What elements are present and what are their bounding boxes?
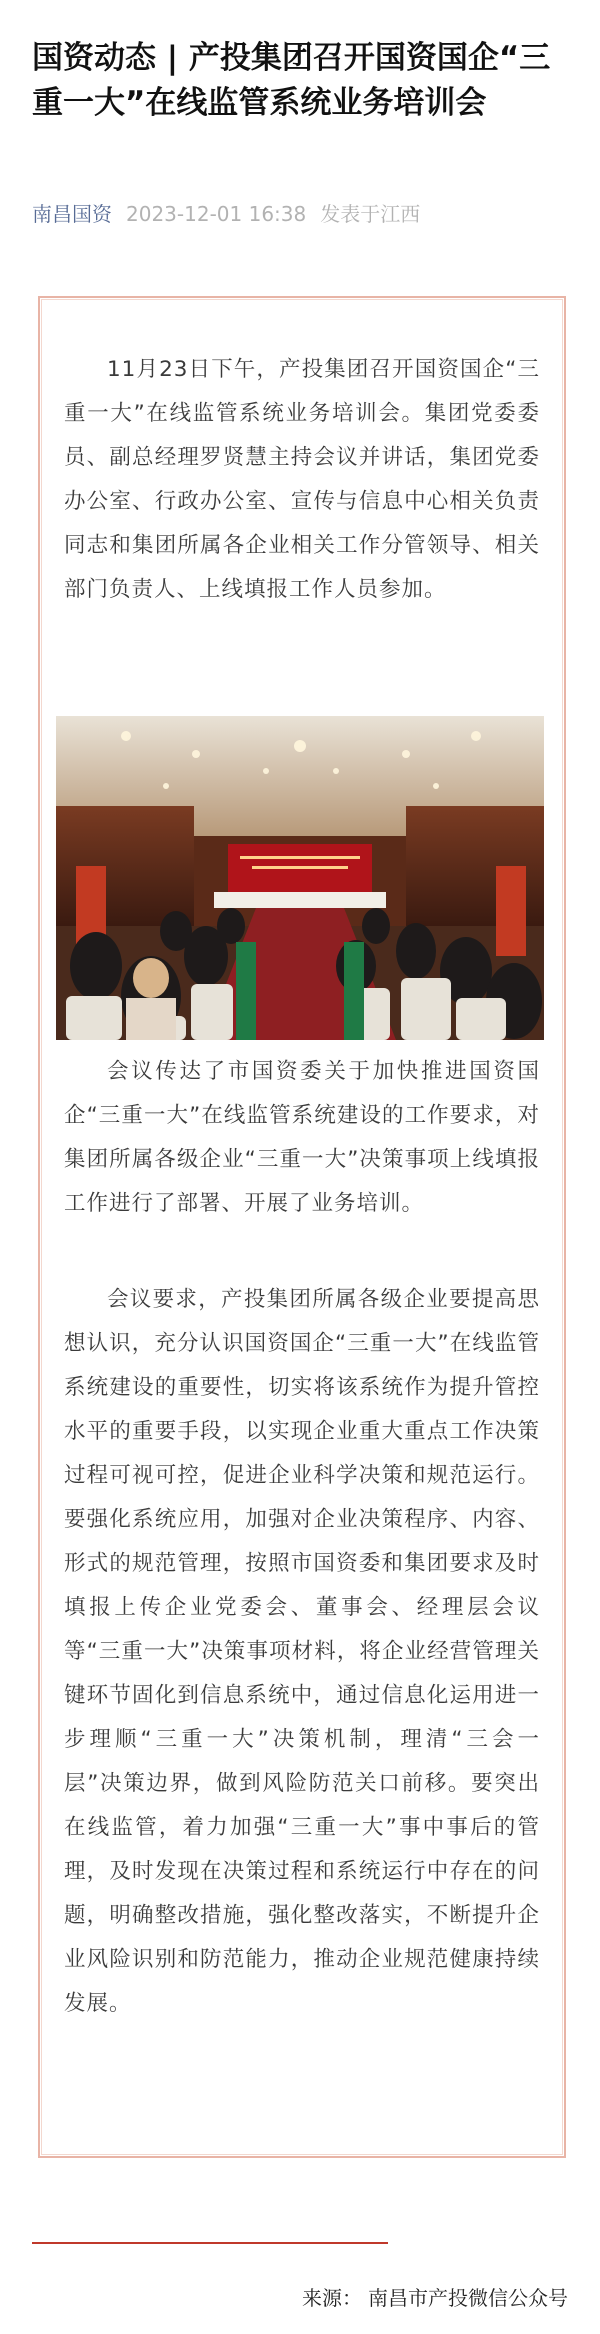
meeting-photo-illustration bbox=[56, 716, 544, 1040]
paragraph-3: 会议要求，产投集团所属各级企业要提高思想认识，充分认识国资国企“三重一大”在线监管系统建设的重要性，切实将该系统作为提升管控水平的重要手段，以实现企业重大重点工作决策过程可视可控，促进企业科学决策和规范运行。要强化系统应用，加强对企业决策程序、内容、形式的规范管理，按照市国资委和集团要求及时填报上传企业党委会、董事会、经理层会议等“三重一大”决策事项材料，将企业经营管理关键环节固化到信息系统中，通过信息化运用进一步理顺“三重一大”决策机制，理清“三会一层”决策边界，做到风险防范关口前移。要突出在线监管，着力加强“三重一大”事中事后的管理，及时发现在决策过程和系统运行中存在的问题，明确整改措施，强化整改落实，不断提升企业风险识别和防范能力，推动企业规范健康持续发展。 bbox=[64, 1287, 540, 2016]
paragraph-1: 11月23日下午，产投集团召开国资国企“三重一大”在线监管系统业务培训会。集团党委委员、副总经理罗贤慧主持会议并讲话，集团党委办公室、行政办公室、宣传与信息中心相关负责同志和集团所属各企业相关工作分管领导、相关部门负责人、上线填报工作人员参加。 bbox=[64, 357, 540, 602]
meeting-photo[interactable] bbox=[56, 716, 544, 1040]
publish-location: 发表于江西 bbox=[320, 202, 421, 226]
footer-divider bbox=[32, 2242, 388, 2244]
article-meta bbox=[32, 200, 420, 228]
account-name-link[interactable]: 南昌国资 bbox=[32, 202, 112, 226]
source-label: 来源： bbox=[302, 2286, 362, 2310]
paragraph-2: 会议传达了市国资委关于加快推进国资国企“三重一大”在线监管系统建设的工作要求，对集团所属各级企业“三重一大”决策事项上线填报工作进行了部署、开展了业务培训。 bbox=[64, 1059, 540, 1216]
publish-time: 2023-12-01 16:38 bbox=[126, 202, 307, 226]
source-name: 南昌市产投微信公众号 bbox=[368, 2286, 568, 2310]
source-attribution bbox=[302, 2284, 568, 2312]
article-title: 国资动态 | 产投集团召开国资国企“三重一大”在线监管系统业务培训会 bbox=[32, 40, 551, 121]
